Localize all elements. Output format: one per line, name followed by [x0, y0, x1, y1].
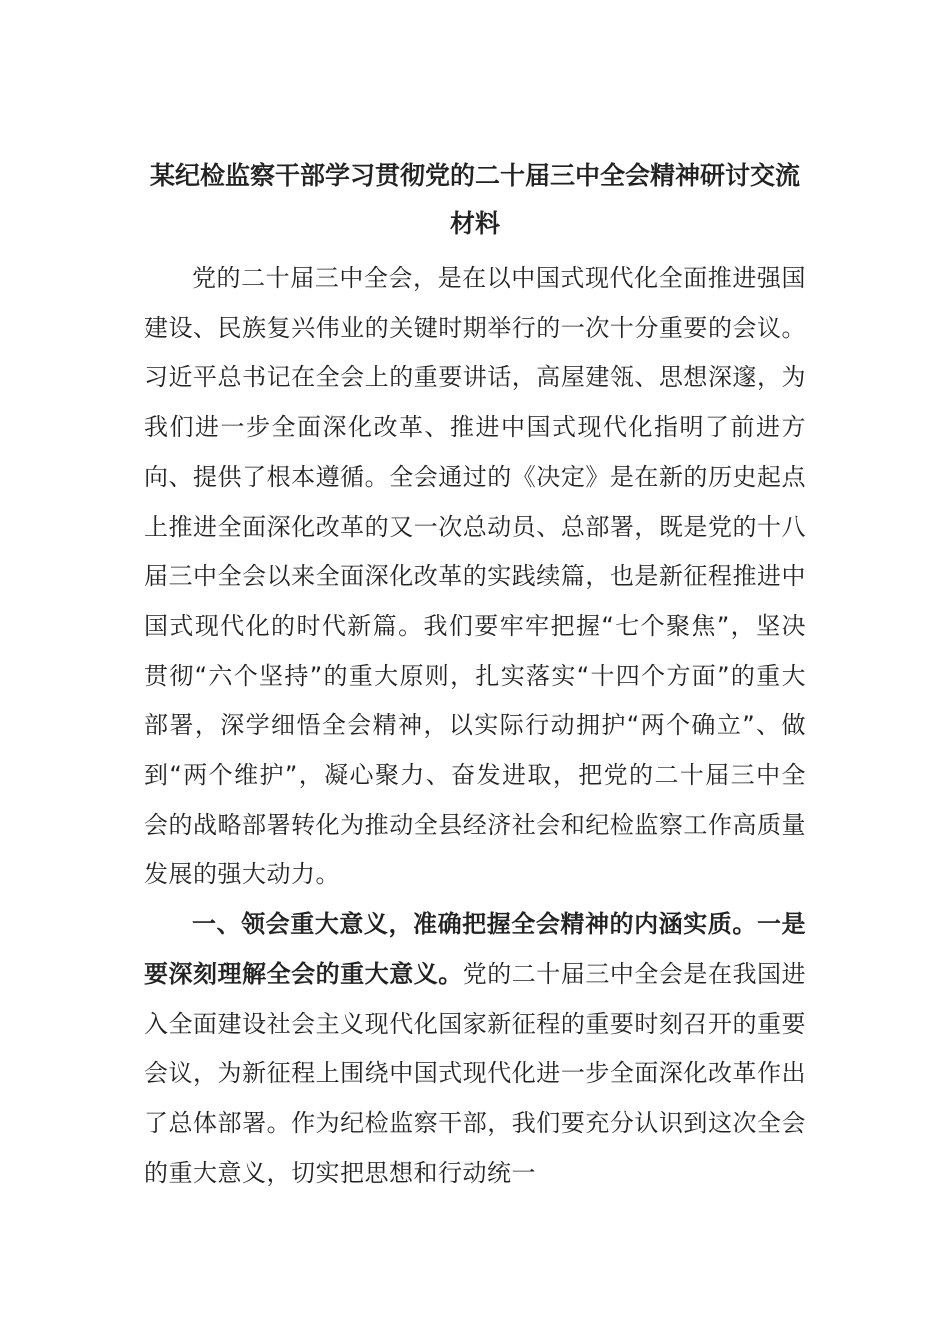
paragraph-intro: [144, 254, 806, 900]
section-text: 党的二十届三中全会是在我国进入全面建设社会主义现代化国家新征程的重要时刻召开的重要会议，为新征程上围绕中国式现代化进一步全面深化改革作出了总体部署。作为纪检监察干部，我们要充分认识到这次全会的重大意义，切实把思想和行动统一: [144, 959, 806, 1187]
section-heading: 一、领会重大意义，准确把握全会精神的内涵实质。: [192, 910, 757, 939]
document-title: 某纪检监察干部学习贯彻党的二十届三中全会精神研讨交流材料: [149, 161, 800, 238]
paragraph-section-one: [144, 900, 806, 1198]
section-subheading: 一是要深刻理解全会的重大意义。: [144, 910, 806, 988]
paragraph-intro-text: 党的二十届三中全会，是在以中国式现代化全面推进强国建设、民族复兴伟业的关键时期举行的一次十分重要的会议。习近平总书记在全会上的重要讲话，高屋建瓴、思想深邃，为我们进一步全面深化改革、推进中国式现代化指明了前进方向、提供了根本遵循。全会通过的《决定》是在新的历史起点上推进全面深化改革的又一次总动员、总部署，既是党的十八届三中全会以来全面深化改革的实践续篇，也是新征程推进中国式现代化的时代新篇。我们要牢牢把握“七个聚焦”，坚决贯彻“六个坚持”的重大原则，扎实落实“十四个方面”的重大部署，深学细悟全会精神，以实际行动拥护“两个确立”、做到“两个维护”，凝心聚力、奋发进取，把党的二十届三中全会的战略部署转化为推动全县经济社会和纪检监察工作高质量发展的强大动力。: [144, 264, 806, 889]
document-body: [144, 152, 806, 1198]
